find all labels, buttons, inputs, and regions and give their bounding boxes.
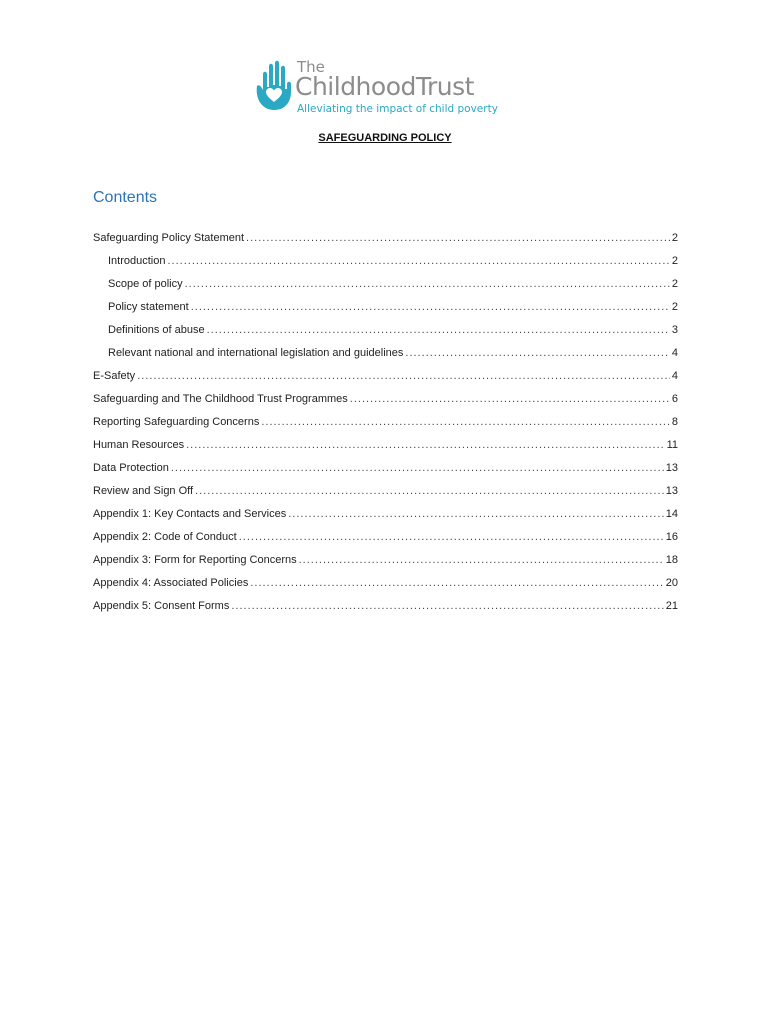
toc-entry[interactable] (93, 531, 678, 554)
toc-entry-label: Human Resources (93, 439, 185, 451)
toc-entry[interactable] (93, 439, 678, 462)
toc-dot-leader (167, 255, 669, 267)
toc-entry-label: Appendix 2: Code of Conduct (93, 531, 237, 543)
toc-page-number: 13 (665, 462, 678, 474)
toc-entry[interactable] (93, 462, 678, 485)
toc-entry[interactable] (93, 485, 678, 508)
toc-entry-label: Safeguarding Policy Statement (93, 232, 245, 244)
logo-tagline: Alleviating the impact of child poverty (297, 103, 498, 115)
toc-page-number: 16 (665, 531, 678, 543)
toc-entry[interactable] (93, 255, 678, 278)
table-of-contents (93, 232, 678, 623)
toc-entry-label: Reporting Safeguarding Concerns (93, 416, 260, 428)
toc-page-number: 3 (671, 324, 678, 336)
toc-dot-leader (246, 232, 670, 244)
toc-entry[interactable] (93, 278, 678, 301)
toc-dot-leader (207, 324, 670, 336)
toc-dot-leader (185, 278, 670, 290)
toc-entry-label: Scope of policy (108, 278, 183, 290)
toc-entry-label: Safeguarding and The Childhood Trust Programmes (93, 393, 348, 405)
toc-entry[interactable] (93, 232, 678, 255)
toc-page-number: 2 (671, 301, 678, 313)
toc-dot-leader (250, 577, 663, 589)
toc-dot-leader (195, 485, 664, 497)
toc-dot-leader (261, 416, 670, 428)
toc-dot-leader (239, 531, 664, 543)
document-title: SAFEGUARDING POLICY (318, 132, 452, 144)
toc-entry[interactable] (93, 508, 678, 531)
toc-entry[interactable] (93, 554, 678, 577)
toc-entry[interactable] (93, 416, 678, 439)
toc-page-number: 2 (671, 278, 678, 290)
toc-entry[interactable] (93, 600, 678, 623)
toc-dot-leader (288, 508, 664, 520)
toc-page-number: 2 (671, 255, 678, 267)
toc-entry-label: E-Safety (93, 370, 136, 382)
toc-entry-label: Definitions of abuse (108, 324, 205, 336)
toc-dot-leader (186, 439, 664, 451)
toc-page-number: 20 (665, 577, 678, 589)
toc-entry-label: Data Protection (93, 462, 169, 474)
toc-entry[interactable] (93, 347, 678, 370)
toc-entry-label: Review and Sign Off (93, 485, 194, 497)
hand-heart-icon (247, 56, 297, 112)
toc-entry[interactable] (93, 301, 678, 324)
toc-entry[interactable] (93, 370, 678, 393)
toc-dot-leader (171, 462, 664, 474)
toc-dot-leader (350, 393, 670, 405)
toc-page-number: 4 (671, 370, 678, 382)
toc-page-number: 14 (665, 508, 678, 520)
childhood-trust-logo (247, 56, 537, 120)
toc-page-number: 13 (665, 485, 678, 497)
toc-page-number: 6 (671, 393, 678, 405)
toc-page-number: 21 (665, 600, 678, 612)
toc-dot-leader (191, 301, 670, 313)
toc-entry-label: Appendix 4: Associated Policies (93, 577, 249, 589)
toc-entry-label: Relevant national and international legislation and guidelines (108, 347, 404, 359)
toc-entry[interactable] (93, 393, 678, 416)
toc-page-number: 8 (671, 416, 678, 428)
toc-dot-leader (299, 554, 664, 566)
logo-wordmark: ChildhoodTrust (295, 72, 474, 101)
logo-the-text: The (297, 58, 325, 76)
toc-entry-label: Appendix 1: Key Contacts and Services (93, 508, 287, 520)
toc-entry-label: Appendix 5: Consent Forms (93, 600, 230, 612)
toc-dot-leader (137, 370, 670, 382)
toc-entry-label: Introduction (108, 255, 166, 267)
toc-entry-label: Policy statement (108, 301, 189, 313)
toc-page-number: 4 (671, 347, 678, 359)
toc-entry[interactable] (93, 324, 678, 347)
toc-entry-label: Appendix 3: Form for Reporting Concerns (93, 554, 297, 566)
contents-heading: Contents (93, 189, 158, 206)
toc-page-number: 11 (666, 439, 678, 451)
toc-page-number: 18 (665, 554, 678, 566)
toc-entry[interactable] (93, 577, 678, 600)
toc-page-number: 2 (671, 232, 678, 244)
toc-dot-leader (231, 600, 663, 612)
toc-dot-leader (405, 347, 669, 359)
